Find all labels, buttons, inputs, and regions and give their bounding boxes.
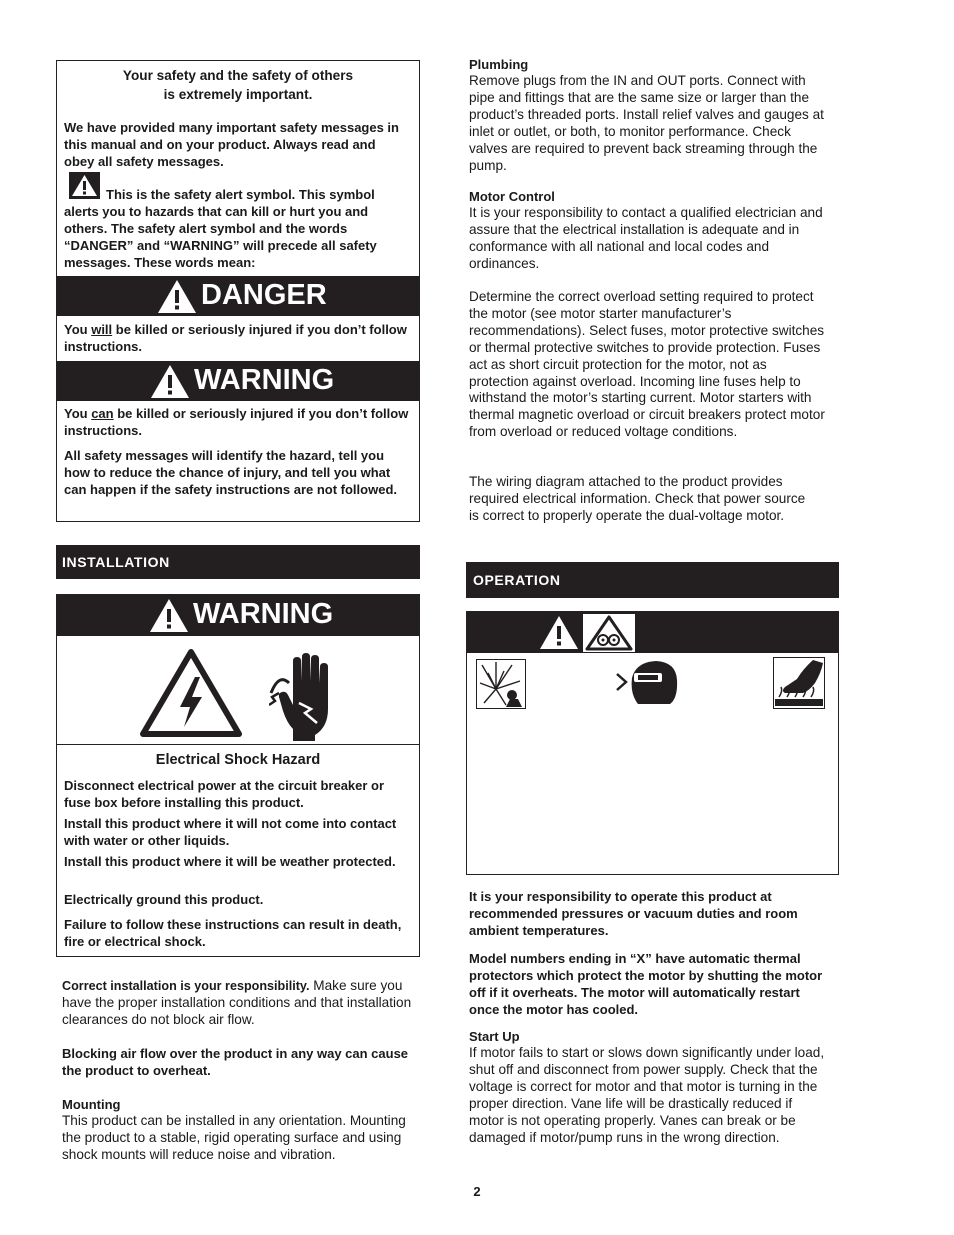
operation-warning-banner xyxy=(467,612,838,653)
safety-intro: We have provided many important safety messages in this manual and on your product. Always read and obey all safety messages. xyxy=(64,120,399,169)
warning-text: You can be killed or seriously injured if you don’t follow instructions. xyxy=(64,406,409,438)
gears-icon xyxy=(583,614,635,652)
page-number: 2 xyxy=(473,1184,481,1199)
electrical-shock-icon xyxy=(140,649,242,737)
hazard-item: Install this product where it will be weather protected. xyxy=(64,854,396,869)
operation-header: OPERATION xyxy=(466,562,839,598)
installation-warning-banner xyxy=(57,595,419,636)
hazard-title: Electrical Shock Hazard xyxy=(155,752,321,768)
danger-label: DANGER xyxy=(201,279,327,311)
hand-shock-icon xyxy=(269,653,341,741)
startup-text: If motor fails to start or slows down significantly under load, shut off and disconnect from power supply. Check that the voltage is correct for motor and that motor is turning in the proper direction. Vane life will be drastically reduced if motor is not operating properly. Vanes can break or be damaged if motor/pump runs in the wrong direction. xyxy=(469,1045,825,1145)
hot-surface-icon xyxy=(773,657,825,709)
operation-thermal: Model numbers ending in “X” have automatic thermal protectors which protect the motor by shutting the motor off if it overheats. The motor will automatically restart once the motor has cooled. xyxy=(469,951,823,1017)
safety-heading: Your safety and the safety of others is extremely important. xyxy=(122,68,354,102)
plumbing-text: Remove plugs from the IN and OUT ports. Connect with pipe and fittings that are the same size or larger than the product’s threaded ports. Install relief valves and gauges at inlet or outlet, or both, to monitor performance. Check valves are required to prevent back streaming through the pump. xyxy=(469,73,824,173)
motor-control-p2: Determine the correct overload setting required to protect the motor (see motor starter manufacturer’s recommendations). Select fuses, motor protective switches or thermal protective switches to provide protection. Fuses act as short circuit protection for the motor, not as protection against overload. Incoming line fuses help to withstand the motor’s starting current. Motor starters with thermal magnetic overload or circuit breakers protect motor from overload or reduced voltage conditions. xyxy=(469,289,825,440)
danger-text: You will be killed or seriously injured if you don’t follow instructions. xyxy=(64,322,407,354)
safety-goggles-icon xyxy=(616,658,680,706)
warning-banner xyxy=(57,361,419,401)
explosion-icon xyxy=(476,659,526,709)
motor-control-p1: It is your responsibility to contact a qualified electrician and assure that the electrical installation is adequate and in conformance with all national and local codes and ordinances. xyxy=(469,205,823,271)
motor-control-p3: The wiring diagram attached to the product provides required electrical information. Check that power source is correct to properly operate the dual-voltage motor. xyxy=(469,474,806,523)
safety-alert-text: This is the safety alert symbol. This symbol alerts you to hazards that can kill or hurt you and others. The safety alert symbol and the words “DANGER” and “WARNING” will precede all safety messages. These words mean: xyxy=(64,187,377,270)
warning-alert-icon xyxy=(149,598,189,633)
divider xyxy=(57,744,419,745)
operation-responsibility: It is your responsibility to operate this product at recommended pressures or vacuum duties and room ambient temperatures. xyxy=(469,889,798,938)
mounting-title: Mounting xyxy=(62,1097,121,1112)
installation-responsibility: Correct installation is your responsibility. Make sure you have the proper installation conditions and that installation clearances do not block air flow. xyxy=(62,978,412,1027)
installation-warning-box xyxy=(56,594,420,957)
mounting-text: This product can be installed in any orientation. Mounting the product to a stable, rigid operating surface and using shock mounts will reduce noise and vibration. xyxy=(62,1113,406,1162)
hazard-item: Disconnect electrical power at the circuit breaker or fuse box before installing this product. xyxy=(64,778,385,810)
operation-warning-box xyxy=(466,611,839,875)
safety-closing: All safety messages will identify the hazard, tell you how to reduce the chance of injury, and tell you what can happen if the safety instructions are not followed. xyxy=(64,448,397,497)
warning-label: WARNING xyxy=(194,364,335,396)
safety-message-box xyxy=(56,60,420,522)
airflow-warning: Blocking air flow over the product in any way can cause the product to overheat. xyxy=(62,1046,409,1078)
startup-title: Start Up xyxy=(469,1029,520,1044)
danger-alert-icon xyxy=(157,279,197,314)
hazard-item: Failure to follow these instructions can result in death, fire or electrical shock. xyxy=(64,917,402,949)
motor-control-title: Motor Control xyxy=(469,189,555,204)
hazard-item: Electrically ground this product. xyxy=(64,892,264,907)
installation-warning-label: WARNING xyxy=(193,598,334,630)
warning-alert-icon xyxy=(539,615,579,650)
hazard-item: Install this product where it will not come into contact with water or other liquids. xyxy=(64,816,397,848)
warning-alert-icon xyxy=(150,364,190,399)
installation-header: INSTALLATION xyxy=(56,545,420,579)
plumbing-title: Plumbing xyxy=(469,57,529,72)
danger-banner xyxy=(57,276,419,316)
